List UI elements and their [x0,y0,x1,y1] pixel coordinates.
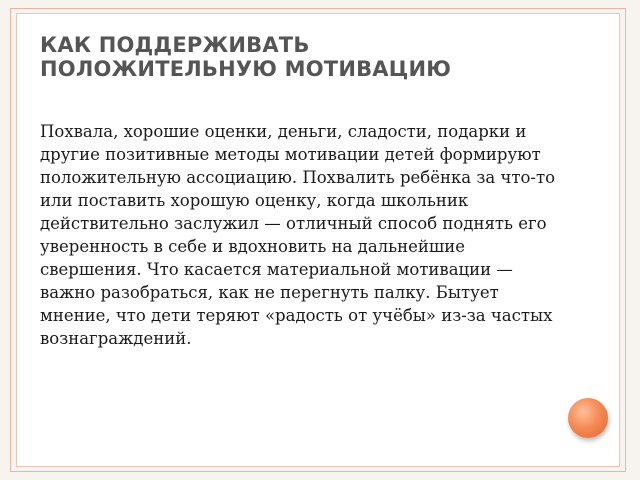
slide-title [40,33,600,81]
decorative-orb [568,398,608,438]
slide-title-line-1: КАК ПОДДЕРЖИВАТЬ [40,33,310,57]
slide-title-line-2: ПОЛОЖИТЕЛЬНУЮ МОТИВАЦИЮ [40,57,452,81]
slide-body-text: Похвала, хорошие оценки, деньги, сладости, подарки и другие позитивные методы мотивации детей формируют положительную ассоциацию. Похвалить ребёнка за что-то или поставить хорошую оценку, когда школьник действительно заслужил — отличный способ поднять его уверенность в себе и вдохновить на дальнейшие свершения. Что касается материальной мотивации — важно разобраться, как не перегнуть палку. Бытует мнение, что дети теряют «радость от учёбы» из-за частых вознаграждений. [40,122,556,348]
